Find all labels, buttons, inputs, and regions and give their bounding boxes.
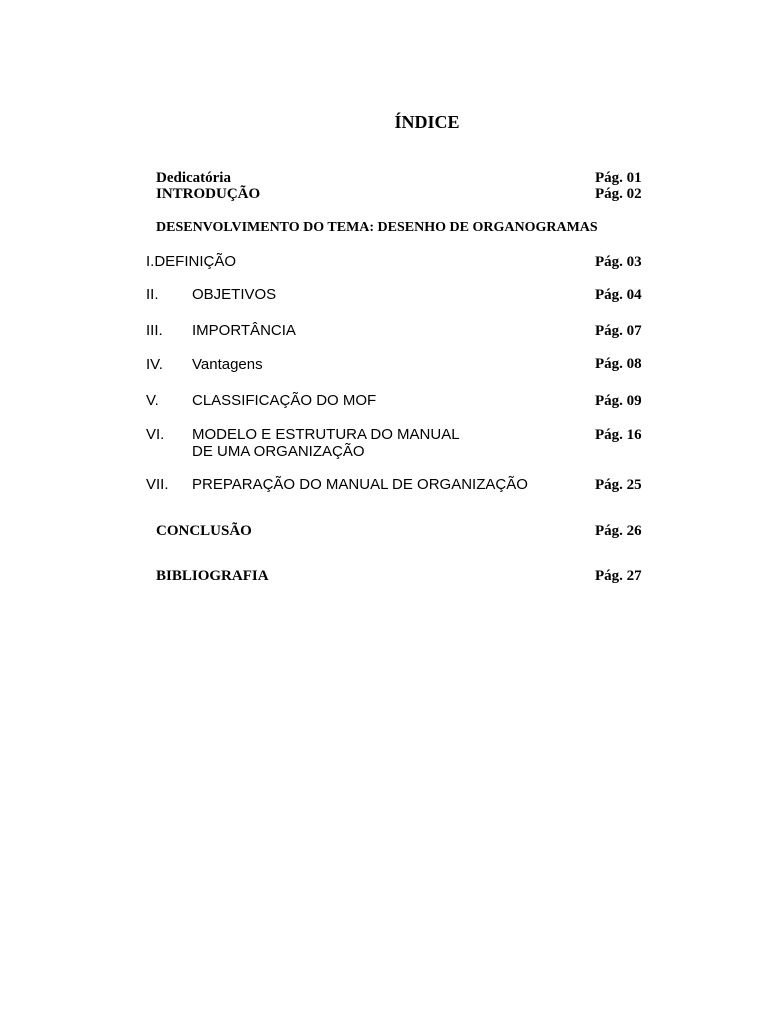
- chapter-7-label: PREPARAÇÃO DO MANUAL DE ORGANIZAÇÃO: [192, 476, 528, 493]
- section-heading: DESENVOLVIMENTO DO TEMA: DESENHO DE ORGANOGRAMAS: [156, 220, 598, 235]
- chapter-4-label: Vantagens: [192, 356, 263, 373]
- toc-entry-introducao-page: Pág. 02: [595, 186, 642, 202]
- chapter-5-page: Pág. 09: [595, 393, 642, 409]
- chapter-1-page: Pág. 03: [595, 254, 642, 270]
- chapter-2-label: OBJETIVOS: [192, 286, 277, 303]
- chapter-1-row: [146, 253, 236, 270]
- chapter-6-label-line2: DE UMA ORGANIZAÇÃO: [192, 443, 365, 460]
- chapter-3-page: Pág. 07: [595, 323, 642, 339]
- chapter-4-page: Pág. 08: [595, 356, 642, 372]
- index-title: ÍNDICE: [394, 112, 460, 132]
- toc-entry-introducao-label: INTRODUÇÃO: [156, 186, 261, 202]
- chapter-7-numeral: VII.: [146, 476, 169, 493]
- toc-entry-conclusao-label: CONCLUSÃO: [156, 523, 252, 539]
- chapter-3-numeral: III.: [146, 322, 163, 339]
- chapter-1-label: DEFINIÇÃO: [154, 253, 237, 270]
- toc-entry-dedicatoria-page: Pág. 01: [595, 170, 642, 186]
- chapter-6-numeral: VI.: [146, 426, 165, 443]
- chapter-2-numeral: II.: [146, 286, 159, 303]
- chapter-4-numeral: IV.: [146, 356, 163, 373]
- toc-entry-bibliografia-page: Pág. 27: [595, 568, 642, 584]
- chapter-3-label: IMPORTÂNCIA: [192, 322, 296, 339]
- chapter-1-numeral: I.: [146, 253, 155, 270]
- chapter-7-page: Pág. 25: [595, 477, 642, 493]
- chapter-5-label: CLASSIFICAÇÃO DO MOF: [192, 392, 377, 409]
- chapter-5-numeral: V.: [146, 392, 159, 409]
- toc-entry-dedicatoria-label: Dedicatória: [156, 170, 231, 186]
- toc-entry-conclusao-page: Pág. 26: [595, 523, 642, 539]
- chapter-6-page: Pág. 16: [595, 427, 642, 443]
- chapter-6-label: MODELO E ESTRUTURA DO MANUAL: [192, 426, 460, 443]
- toc-entry-bibliografia-label: BIBLIOGRAFIA: [156, 568, 269, 584]
- chapter-2-page: Pág. 04: [595, 287, 642, 303]
